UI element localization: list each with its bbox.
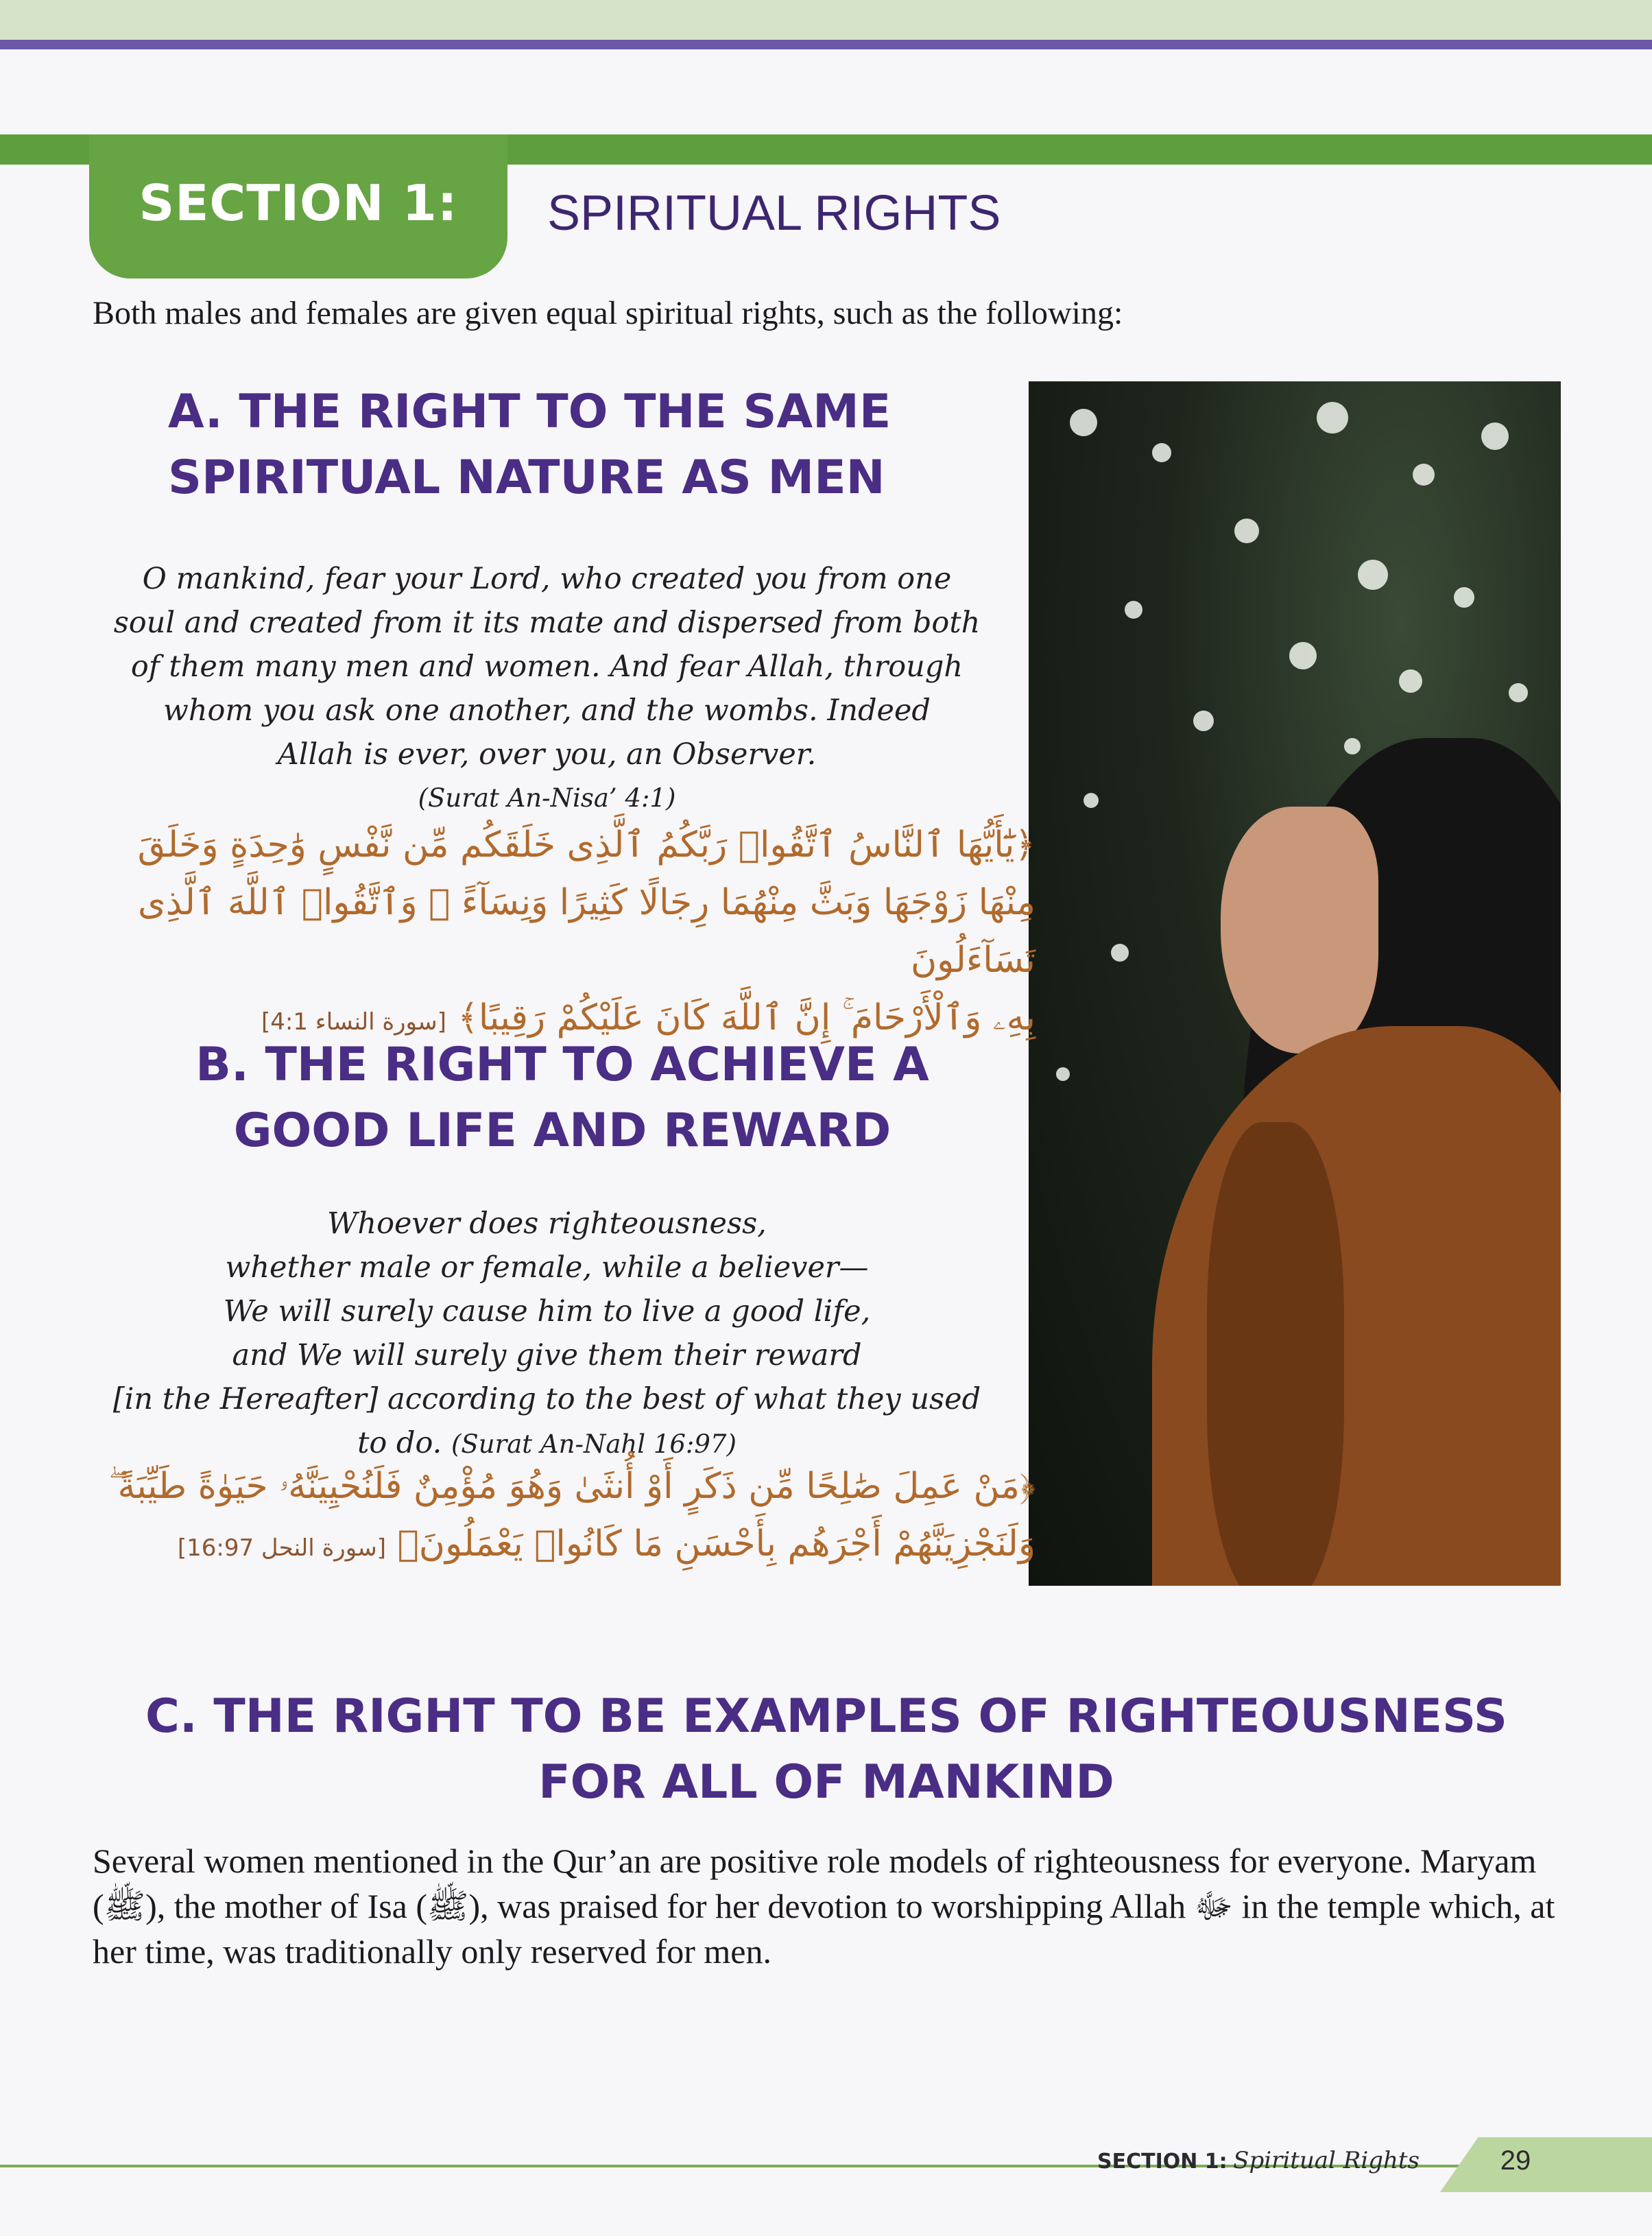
top-accent-stripe <box>0 40 1652 49</box>
arabic-ref-section-b: [سورة النحل 16:97] <box>177 1534 387 1562</box>
arabic-verse-section-b: ﴿مَنْ عَمِلَ صَٰلِحًا مِّن ذَكَرٍ أَوْ أُنثَىٰ وَهُوَ مُؤْمِنٌ فَلَنُحْيِيَنَّهُۥ حَيَوٰةً طَيِّبَةً ۖ وَلَنَجْزِيَنَّهُمْ أَجْرَهُم بِأَحْسَنِ مَا كَانُوا۟ يَعْمَلُونَ﴾ [سورة النحل 16:97] <box>108 1466 1036 1565</box>
citation-section-b: (Surat An-Nahl 16:97) <box>451 1429 737 1459</box>
body-section-c: Several women mentioned in the Qur’an are positive role models of righteousness for everyone. Maryam (ﷺ), the mother of Isa (ﷺ), was praised for her devotion to worshipping Allah ﷻ in the temple which, at her time, was traditionally only reserved for men. <box>93 1842 1555 1971</box>
heading-section-c: C. THE RIGHT TO BE EXAMPLES OF RIGHTEOUSNESS FOR ALL OF MANKIND <box>145 1689 1507 1809</box>
quote-section-a: O mankind, fear your Lord, who created you from one soul and created from it its mate and dispersed from both of them many men and women. And fear Allah, through whom you ask one another, and the wombs. Indeed Allah is ever, over you, an Observer. (Surat An-Nisa’ 4:1) <box>86 557 1008 820</box>
woman-in-hijab-photo <box>1029 381 1561 1586</box>
citation-section-a: (Surat An-Nisa’ 4:1) <box>418 783 676 813</box>
arabic-verse-section-a: ﴿يَٰٓأَيُّهَا ٱلنَّاسُ ٱتَّقُوا۟ رَبَّكُمُ ٱلَّذِى خَلَقَكُم مِّن نَّفْسٍ وَٰحِدَةٍ وَخَلَقَ مِنْهَا زَوْجَهَا وَبَثَّ مِنْهُمَا رِجَالًا كَثِيرًا وَنِسَآءً ۚ وَٱتَّقُوا۟ ٱللَّهَ ٱلَّذِى تَسَآءَلُونَ بِهِۦ وَٱلْأَرْحَامَ ۚ إِنَّ ٱللَّهَ كَانَ عَلَيْكُمْ رَقِيبًا﴾ [سورة النساء 4:1] <box>137 824 1036 1038</box>
footer-section-label: SECTION 1: Spiritual Rights <box>1097 2147 1420 2174</box>
intro-text: Both males and females are given equal spiritual rights, such as the following: <box>93 295 1123 331</box>
quote-section-b: Whoever does righteousness, whether male or female, while a believer— We will surely cause him to live a good life, and We will surely give them their reward [in the Hereafter] according to the best of what they used to do. (Surat An-Nahl 16:97) <box>112 1206 981 1460</box>
arabic-ref-section-a: [سورة النساء 4:1] <box>261 1008 446 1036</box>
section-label: SECTION 1: <box>139 174 458 232</box>
top-color-band <box>0 0 1652 40</box>
section-tab <box>89 134 507 278</box>
heading-section-b: B. THE RIGHT TO ACHIEVE A GOOD LIFE AND REWARD <box>195 1038 929 1158</box>
heading-section-a: A. THE RIGHT TO THE SAME SPIRITUAL NATURE AS MEN <box>168 385 891 505</box>
page-number: 29 <box>1500 2145 1531 2176</box>
face-shape <box>1221 807 1378 1054</box>
section-title: SPIRITUAL RIGHTS <box>547 186 1001 241</box>
